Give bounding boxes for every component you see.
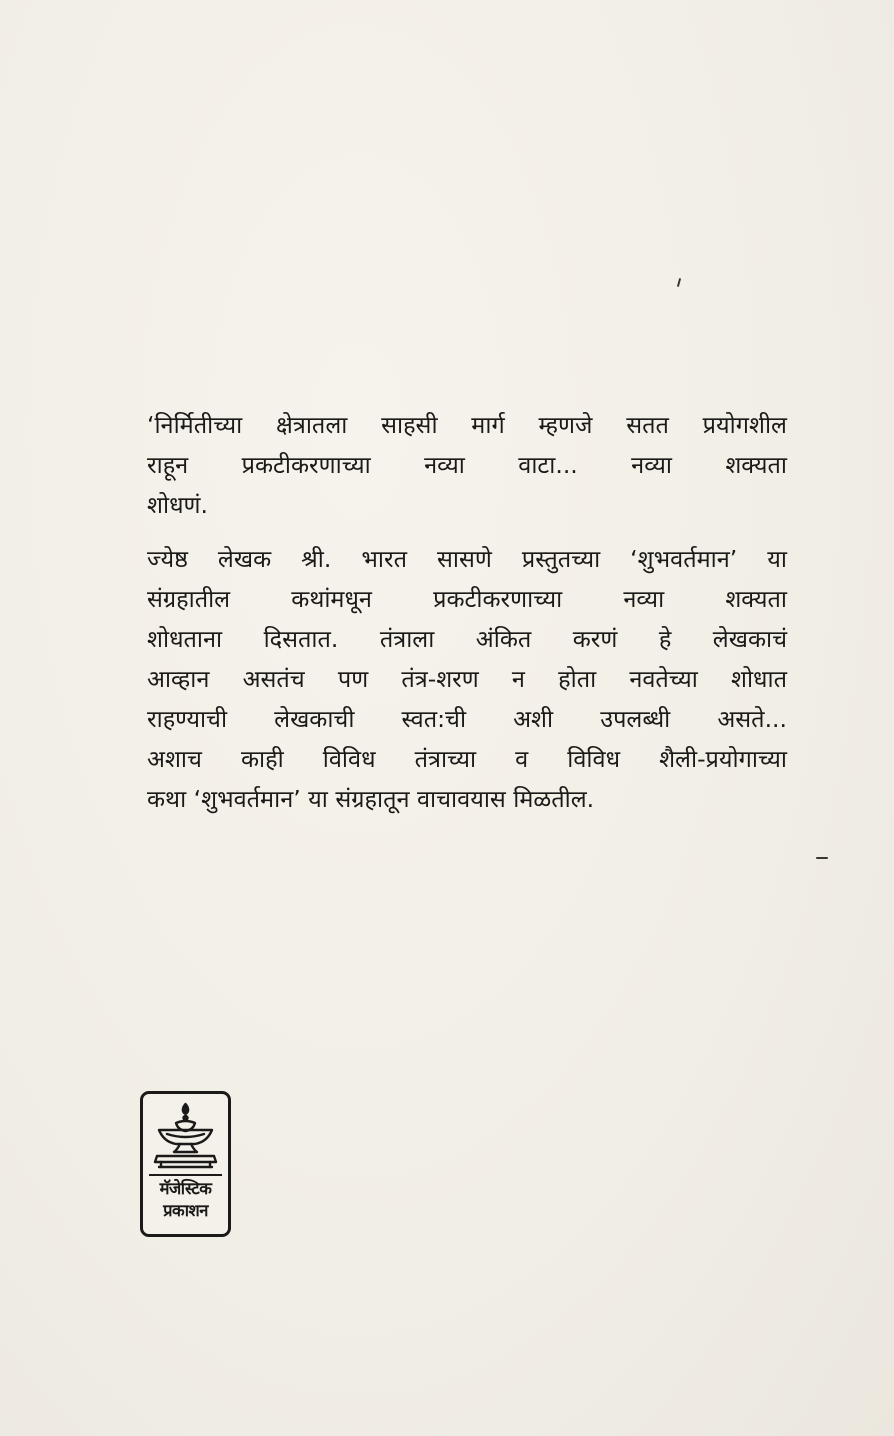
- blurb-text: [147, 405, 787, 819]
- logo-divider: [149, 1174, 222, 1176]
- blurb-line: ‘निर्मितीच्या क्षेत्रातला साहसी मार्ग म्हणजे सतत प्रयोगशील: [147, 411, 787, 439]
- blurb-line: संग्रहातील कथांमधून प्रकटीकरणाच्या नव्या शक्यता: [147, 585, 787, 613]
- publisher-logo: [140, 1091, 231, 1237]
- oil-lamp-on-book-icon: [149, 1100, 222, 1172]
- blurb-line: शोधताना दिसतात. तंत्राला अंकित करणं हे लेखकाचं: [147, 625, 787, 653]
- blurb-paragraph-2: [147, 539, 787, 819]
- blurb-line: आव्हान असतंच पण तंत्र-शरण न होता नवतेच्या शोधात: [147, 665, 787, 693]
- blurb-line: राहून प्रकटीकरणाच्या नव्या वाटा... नव्या शक्यता: [147, 451, 787, 479]
- blurb-paragraph-1: [147, 405, 787, 525]
- blurb-line: ज्येष्ठ लेखक श्री. भारत सासणे प्रस्तुतच्या ‘शुभवर्तमान’ या: [147, 545, 787, 573]
- publisher-name-line2: प्रकाशन: [163, 1201, 208, 1220]
- blurb-line: राहण्याची लेखकाची स्वत:ची अशी उपलब्धी असते...: [147, 705, 787, 733]
- paper-speck: [677, 278, 681, 287]
- blurb-line: शोधणं.: [147, 491, 208, 519]
- paper-speck: [816, 857, 828, 859]
- blurb-line: अशाच काही विविध तंत्राच्या व विविध शैली-प्रयोगाच्या: [147, 745, 787, 773]
- blurb-line: कथा ‘शुभवर्तमान’ या संग्रहातून वाचावयास मिळतील.: [147, 785, 595, 813]
- publisher-name-line1: मॅजेस्टिक: [159, 1179, 212, 1198]
